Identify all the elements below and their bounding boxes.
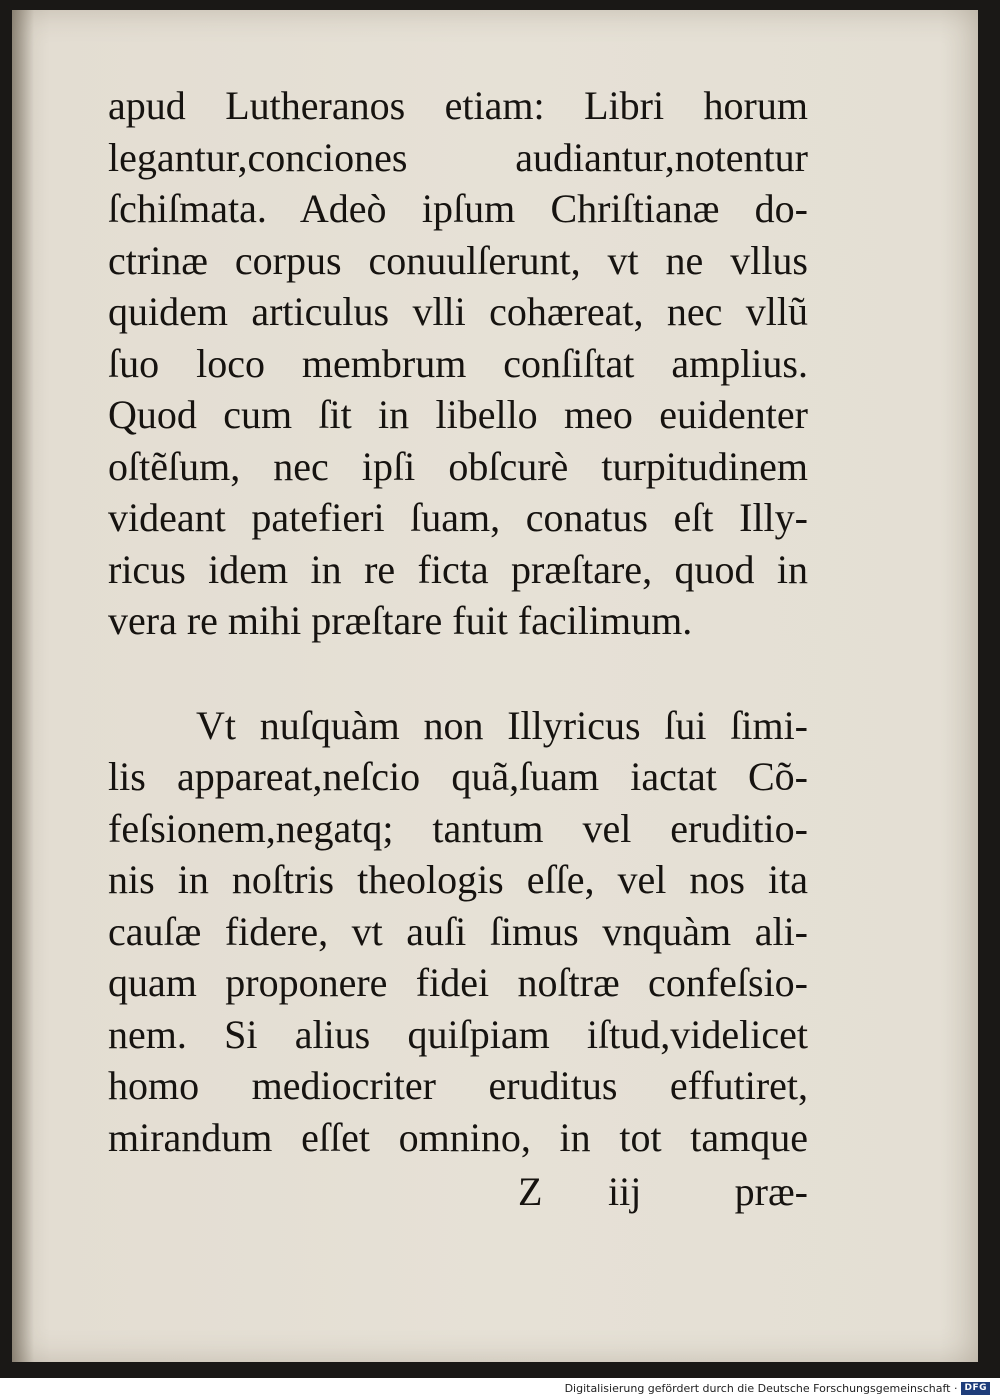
paragraph-gap [108, 647, 808, 700]
text-line: cauſæ fidere, vt auſi ſimus vnquàm ali- [108, 908, 808, 954]
catchline [108, 1163, 808, 1221]
funding-credit: Digitalisierung gefördert durch die Deutsche Forschungsgemeinschaft · [564, 1381, 958, 1395]
book-page [12, 10, 978, 1362]
digitization-footer [565, 1380, 990, 1396]
leaf-number: iij [608, 1169, 642, 1214]
text-line: Vt nuſquàm non Illyricus ſui ſimi- [196, 702, 808, 748]
text-line: ctrinæ corpus conuulſerunt, vt ne vllus [108, 237, 808, 283]
text-line: apud Lutheranos etiam: Libri horum [108, 83, 808, 128]
catchword: præ- [734, 1169, 808, 1214]
text-line: quam proponere fidei noſtræ confeſsio- [108, 960, 808, 1005]
text-line: ricus idem in re ficta præſtare, quod in [108, 546, 808, 592]
text-line: nem. Si alius quiſpiam iſtud,videlicet [108, 1011, 808, 1057]
body-text [108, 80, 808, 1221]
text-line: nis in noſtris theologis eſſe, vel nos ita [108, 857, 808, 902]
text-line: legantur,conciones audiantur,notentur [108, 134, 808, 180]
text-line: ſuo loco membrum conſiſtat amplius. [108, 340, 808, 386]
text-line: mirandum eſſet omnino, in tot tamque [108, 1114, 808, 1160]
text-line: homo mediocriter eruditus effutiret, [108, 1063, 808, 1108]
text-line: vera re mihi præſtare fuit facilimum. [108, 598, 693, 643]
text-line: quidem articulus vlli cohæreat, nec vllũ [108, 289, 808, 334]
signature-mark: Z [518, 1169, 543, 1214]
text-line: ſchiſmata. Adeò ipſum Chriſtianæ do- [108, 186, 808, 231]
text-line: oſtẽſum, nec ipſi obſcurè turpitudinem [108, 443, 808, 489]
dfg-logo: DFG [961, 1382, 990, 1395]
spine-shadow [12, 10, 34, 1362]
text-line: lis appareat,neſcio quã,ſuam iactat Cõ- [108, 754, 808, 799]
text-line: Quod cum ſit in libello meo euidenter [108, 392, 808, 437]
text-line: videant patefieri ſuam, conatus eſt Illy- [108, 495, 808, 540]
text-line: feſsionem,negatq; tantum vel eruditio- [108, 805, 808, 851]
